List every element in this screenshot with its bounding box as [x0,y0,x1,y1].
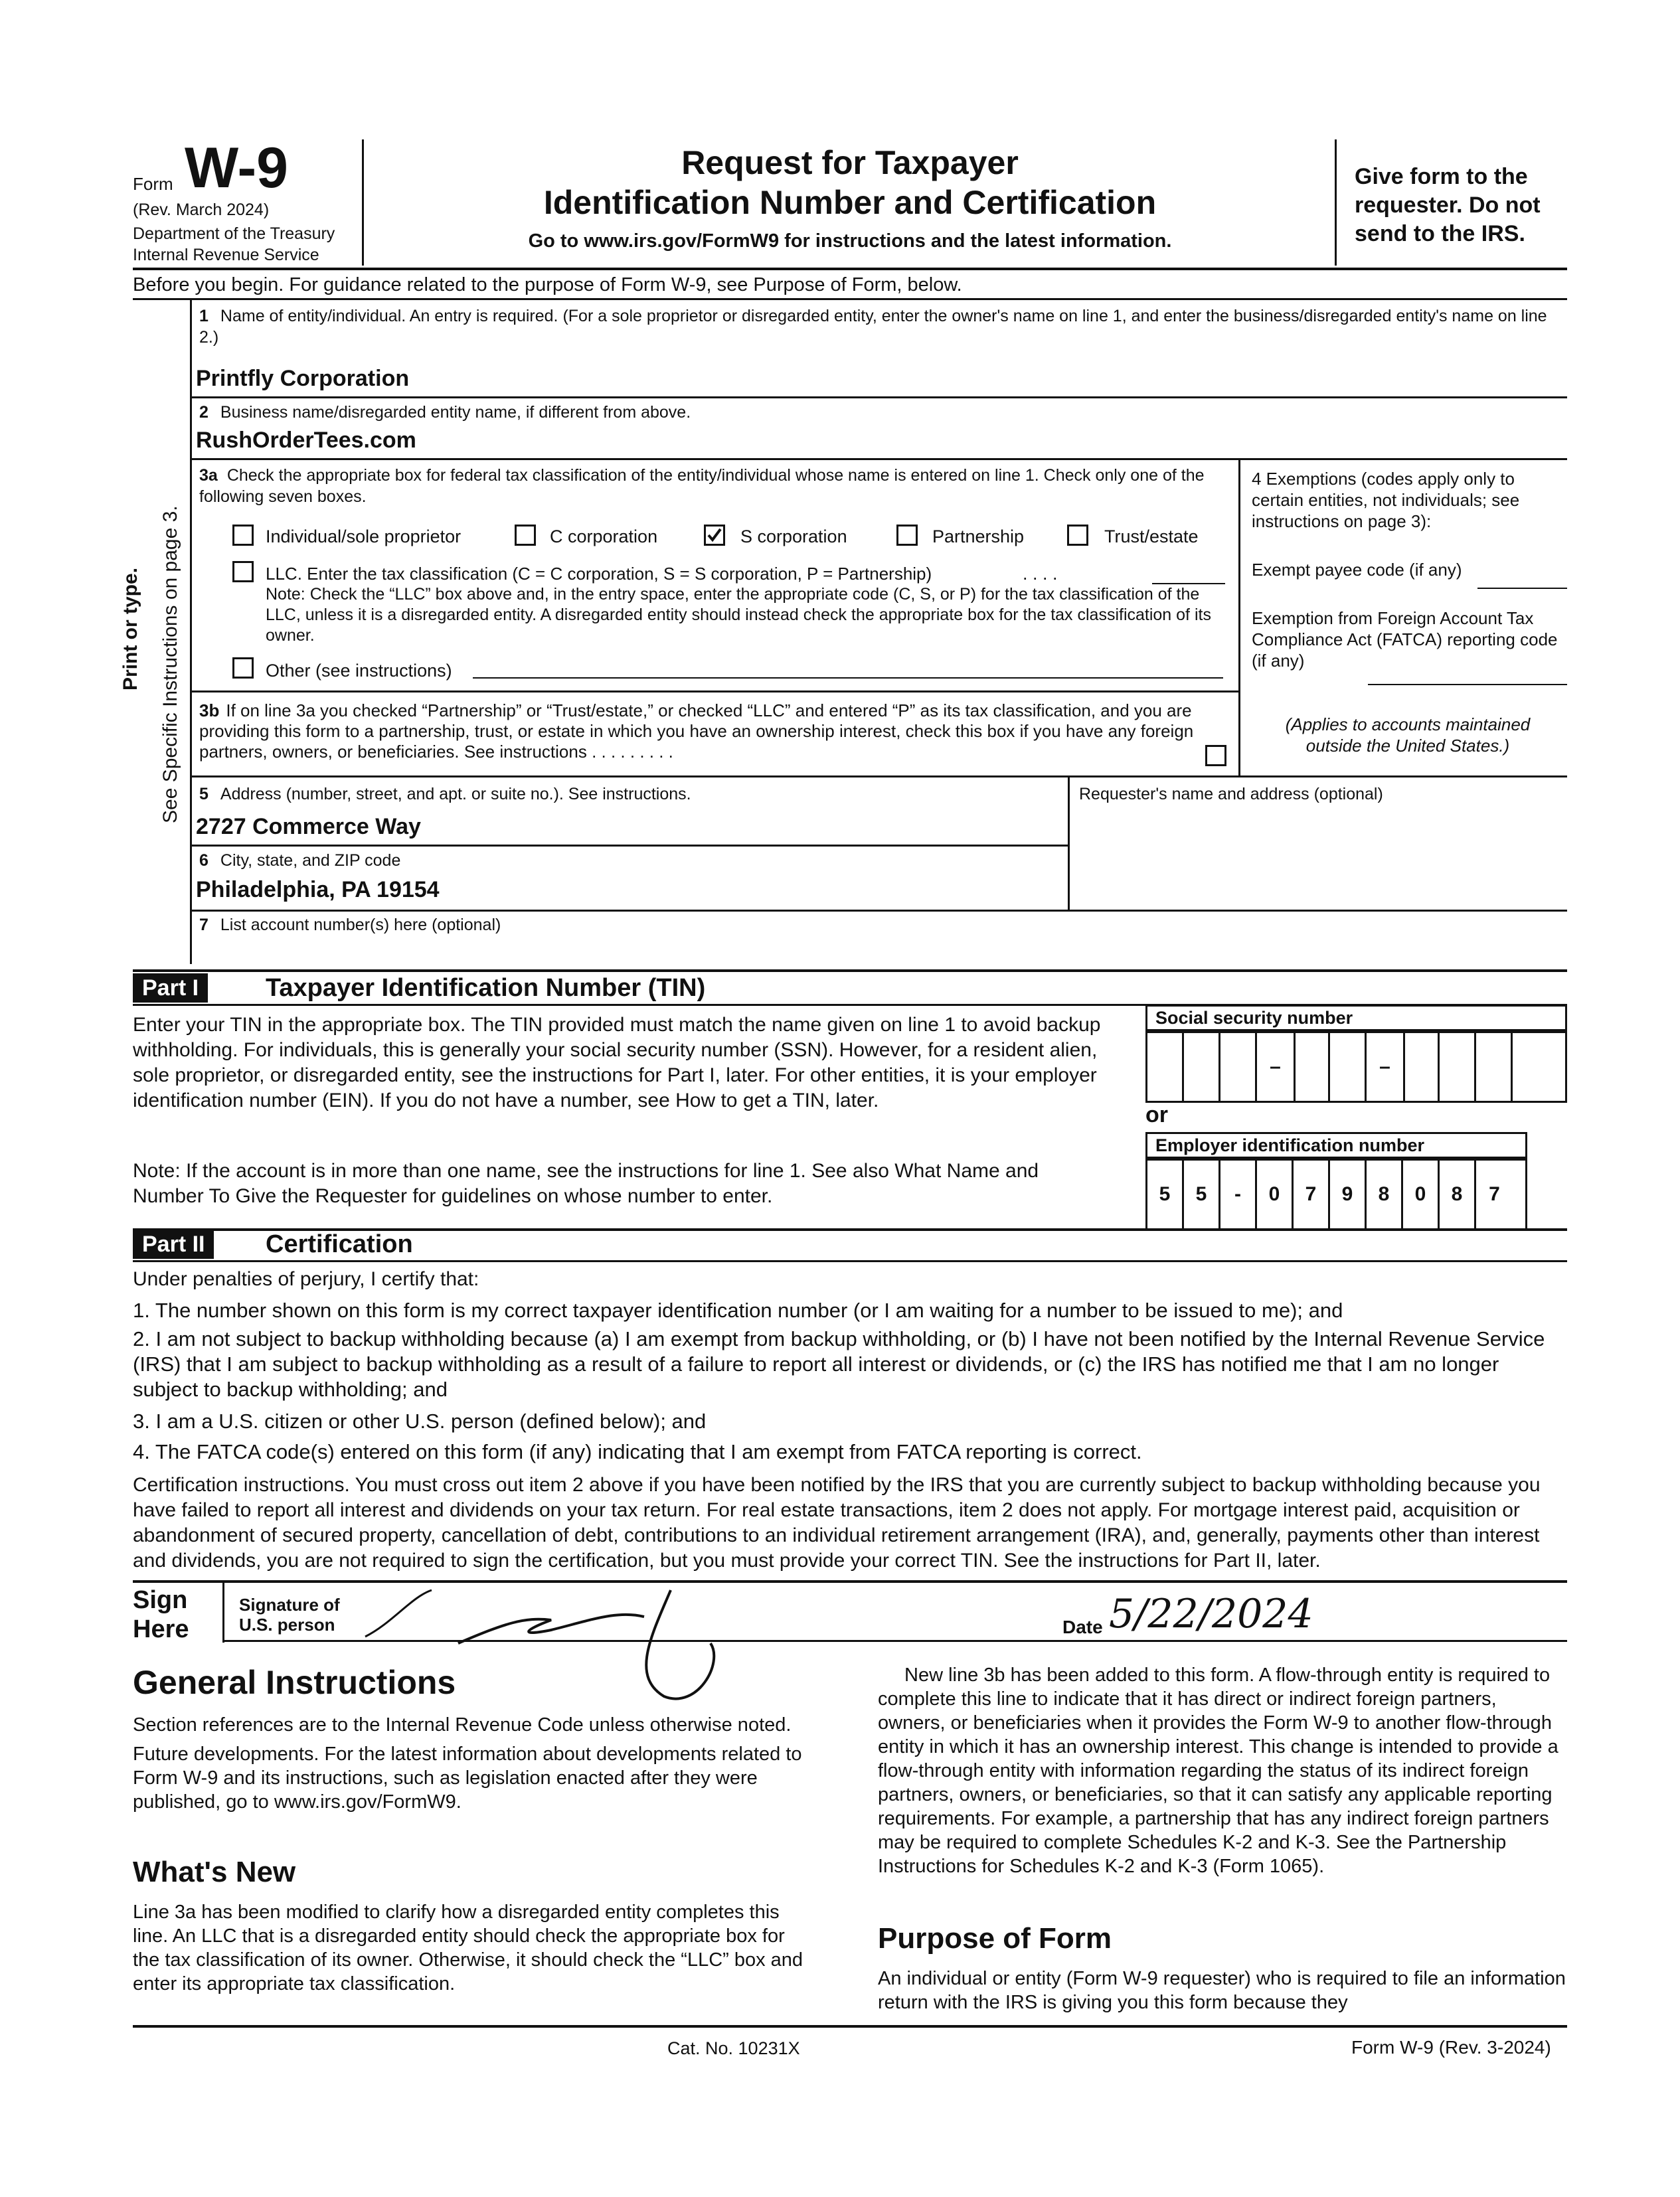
other-entry-line[interactable] [473,677,1223,679]
ein-boxes[interactable] [1145,1159,1527,1230]
side-instructions: See Specific Instructions on page 3. [159,505,181,823]
ein-digit[interactable]: 8 [1367,1161,1403,1228]
ssn-digit[interactable] [1513,1033,1549,1101]
header-divider-right [1335,139,1337,266]
exempt-payee-line[interactable] [1477,588,1567,589]
line2-label: 2 Business name/disregarded entity name, if different from above. [199,403,691,422]
line5-rule [190,845,1068,847]
header-rule [133,268,1567,270]
form-number: W-9 [185,136,288,200]
date-value[interactable]: 5/22/2024 [1109,1591,1313,1637]
label-trust: Trust/estate [1104,527,1199,546]
line5-value[interactable]: 2727 Commerce Way [196,814,421,839]
ssn-digit[interactable] [1147,1033,1184,1101]
ssn-boxes[interactable] [1145,1031,1567,1103]
ein-digit[interactable]: 5 [1184,1161,1220,1228]
label-s-corp: S corporation [740,527,847,546]
form-dept: Department of the Treasury [133,224,335,243]
form-word: Form [133,174,173,194]
ein-label: Employer identification number [1145,1132,1527,1159]
line7-label: 7 List account number(s) here (optional) [199,916,501,934]
part1-text: Enter your TIN in the appropriate box. The TIN provided must match the name given on line 1 to avoid backup withholding. For individuals, this is generally your social security number (SSN). However, for a resident alien, sole proprietor, or disregarded entity, see the instructions for Part I, later. For other entities, it is your employer identification number (EIN). If you do not have a number, see How to get a TIN, later. [133,1014,1101,1111]
part1-tag: Part I [133,973,208,1003]
cert-item-1: 1. The number shown on this form is my correct taxpayer identification number (or I am waiting for a number to be issued to me); and [133,1299,1343,1322]
line6-value[interactable]: Philadelphia, PA 19154 [196,877,440,902]
part2-tag: Part II [133,1230,214,1259]
checkbox-partnership[interactable] [896,525,918,546]
line3a-rule [190,691,1239,692]
line3a-label: 3a Check the appropriate box for federal tax classification of the entity/individual whose name is entered on line 1. Check only one of the following seven boxes. [199,466,1205,506]
line3b-label: 3b If on line 3a you checked “Partnership” or “Trust/estate,” or checked “LLC” and entered “P” as its tax classification, and you are providing this form to a partnership, trust, or estate in which you have an ownership interest, check this box if you have any foreign partners, owners, or beneficiaries. See instructions . . . . . . . . . [199,700,1194,762]
form-title [372,143,1328,260]
line7-rule [133,969,1567,972]
general-instructions-heading: General Instructions [133,1664,456,1701]
fatca-line[interactable] [1368,684,1567,685]
label-llc: LLC. Enter the tax classification (C = C corporation, S = S corporation, P = Partnership) [266,564,932,584]
label-individual: Individual/sole proprietor [266,527,462,546]
requester-divider [1068,775,1070,912]
footer-rule [133,2025,1567,2028]
whats-new-text: Line 3a has been modified to clarify how a disregarded entity completes this line. An LLC that is a disregarded entity should check the appropriate box for the tax classification of its owner. Otherwise, it should check the “LLC” box and enter its appropriate tax classification. [133,1902,803,1994]
ein-digit[interactable]: 5 [1147,1161,1184,1228]
ssn-digit[interactable] [1440,1033,1476,1101]
checkbox-individual[interactable] [232,525,254,546]
ein-digit[interactable]: 8 [1440,1161,1476,1228]
or-label: or [1145,1102,1168,1127]
llc-dots: . . . . [1023,564,1058,584]
ein-digit[interactable]: 9 [1330,1161,1367,1228]
title-line2: Identification Number and Certification [543,184,1157,221]
left-rule [190,300,192,964]
general-left-col [133,1713,810,1819]
ssn-digit[interactable] [1330,1033,1367,1101]
ein-digit[interactable]: 7 [1489,1183,1500,1205]
general-right-col [878,1663,1568,1884]
ein-digit[interactable]: 0 [1403,1161,1440,1228]
form-id-block [133,136,359,266]
cert-item-2: 2. I am not subject to backup withholding because (a) I am exempt from backup withholding, or (b) I have not been notified by the Internal Revenue Service (IRS) that I am subject to backup withholding as a result of a failure to report all interest or dividends, or (c) the IRS has notified me that I am no longer subject to backup withholding; and [133,1327,1545,1401]
label-partnership: Partnership [932,527,1025,546]
date-label: Date [1062,1617,1103,1637]
label-other: Other (see instructions) [266,661,452,681]
line1-rule [190,396,1567,398]
general-p2: Future developments. For the latest information about developments related to Form W-9 and its instructions, such as legislation enacted after they were published, go to www.irs.gov/FormW9. [133,1744,802,1813]
ein-digit[interactable]: 7 [1294,1161,1330,1228]
line2-rule [190,458,1567,460]
line5-label: 5 Address (number, street, and apt. or suite no.). See instructions. [199,785,691,803]
ssn-digit[interactable] [1220,1033,1257,1101]
fatca-label: Exemption from Foreign Account Tax Compliance Act (FATCA) reporting code (if any) [1252,608,1558,671]
side-print-type: Print or type. [120,567,141,691]
cert-item-3: 3. I am a U.S. citizen or other U.S. person (defined below); and [133,1410,707,1433]
form-revision: (Rev. March 2024) [133,201,270,219]
sign-divider [222,1583,224,1643]
purpose-text: An individual or entity (Form W-9 requester) who is required to file an information return with the IRS is giving you this form because they [878,1968,1566,2013]
part2-intro: Under penalties of perjury, I certify that: [133,1268,479,1290]
exempt-payee-label: Exempt payee code (if any) [1252,560,1462,580]
goto-text: Go to www.irs.gov/FormW9 for instructions and the latest information. [528,230,1172,252]
cat-number: Cat. No. 10231X [667,2038,800,2058]
label-c-corp: C corporation [550,527,658,546]
part1-title: Taxpayer Identification Number (TIN) [266,974,706,1002]
general-p1: Section references are to the Internal Revenue Code unless otherwise noted. [133,1714,792,1736]
ssn-digit[interactable] [1476,1033,1513,1101]
sign-top-rule [133,1580,1567,1583]
ein-digit[interactable]: 0 [1257,1161,1294,1228]
whats-new-heading: What's New [133,1856,296,1888]
exemptions-title: 4 Exemptions (codes apply only to certain entities, not individuals; see instructions on page 3): [1252,469,1520,531]
part1-note: Note: If the account is in more than one name, see the instructions for line 1. See also What Name and Number To Give the Requester for guidelines on whose number to enter. [133,1160,1039,1207]
part2-rule [133,1260,1567,1262]
checkbox-trust[interactable] [1067,525,1088,546]
checkbox-other[interactable] [232,657,254,679]
ssn-digit[interactable] [1294,1033,1330,1101]
header-divider-left [362,139,364,266]
part2-title: Certification [266,1230,413,1258]
signature-label: Signature of U.S. person [239,1595,340,1635]
cert-instructions: Certification instructions. You must cross out item 2 above if you have been notified by the IRS that you are currently subject to backup withholding because you have failed to report all interest and dividends on your tax return. For real estate transactions, item 2 does not apply. For mortgage interest paid, acquisition or abandonment of secured property, cancellation of debt, contributions to an individual retirement arrangement (IRA), and, generally, payments other than interest and dividends, you are not required to sign the certification, but you must provide your correct TIN. See the instructions for Part II, later. [133,1474,1541,1572]
give-form-note: Give form to the requester. Do not send to the IRS. [1355,164,1541,246]
checkbox-c-corp[interactable] [515,525,536,546]
llc-note: Note: Check the “LLC” box above and, in the entry space, enter the appropriate code (C, S, or P) for the tax classification of the LLC, unless it is a disregarded entity. A disregarded entity should instead check the appropriate box for the tax classification of its owner. [266,585,1211,645]
line2-value[interactable]: RushOrderTees.com [196,428,416,453]
checkbox-s-corp[interactable] [704,525,725,546]
line6-rule [190,910,1567,912]
ssn-digit[interactable] [1403,1033,1440,1101]
checkmark-icon [706,527,723,544]
sign-here-label: Sign Here [133,1586,189,1643]
fatca-applies: (Applies to accounts maintained outside the United States.) [1285,714,1531,756]
form-irs: Internal Revenue Service [133,246,319,264]
requester-label: Requester's name and address (optional) [1079,785,1383,803]
checkbox-llc[interactable] [232,561,254,582]
title-line1: Request for Taxpayer [681,144,1019,181]
ssn-dash: – [1379,1056,1390,1078]
ein-dash: - [1220,1161,1257,1228]
purpose-heading: Purpose of Form [878,1922,1112,1955]
ssn-digit[interactable] [1184,1033,1220,1101]
line1-value[interactable]: Printfly Corporation [196,366,410,391]
before-you-begin: Before you begin. For guidance related to the purpose of Form W-9, see Purpose of Form, below. [133,274,962,295]
signature-line [222,1640,1567,1642]
general-p4: New line 3b has been added to this form. A flow-through entity is required to complete this line to indicate that it has direct or indirect foreign partners, owners, or beneficiaries when it provides the Form W-9 to another flow-through entity in which it has an ownership interest. This change is intended to provide a flow-through entity with information regarding the status of its indirect foreign partners, owners, or beneficiaries, so that it can satisfy any applicable reporting requirements. For example, a partnership that has any indirect foreign partners may be required to complete Schedules K-2 and K-3. See the Partnership Instructions for Schedules K-2 and K-3 (Form 1065). [878,1665,1558,1877]
line3b-rule [190,775,1567,777]
ssn-dash: – [1270,1056,1281,1078]
ssn-label: Social security number [1145,1005,1567,1031]
line6-label: 6 City, state, and ZIP code [199,851,401,870]
line1-label: 1 Name of entity/individual. An entry is required. (For a sole proprietor or disregarded entity, enter the owner's name on line 1, and enter the business/disregarded entity's name on line 2.) [199,307,1547,347]
cert-item-4: 4. The FATCA code(s) entered on this form (if any) indicating that I am exempt from FATCA reporting is correct. [133,1440,1142,1463]
byb-rule [133,298,1567,300]
footer-form-ref: Form W-9 (Rev. 3-2024) [1351,2037,1551,2058]
checkbox-3b[interactable] [1205,745,1226,766]
exemptions-divider [1238,458,1240,777]
